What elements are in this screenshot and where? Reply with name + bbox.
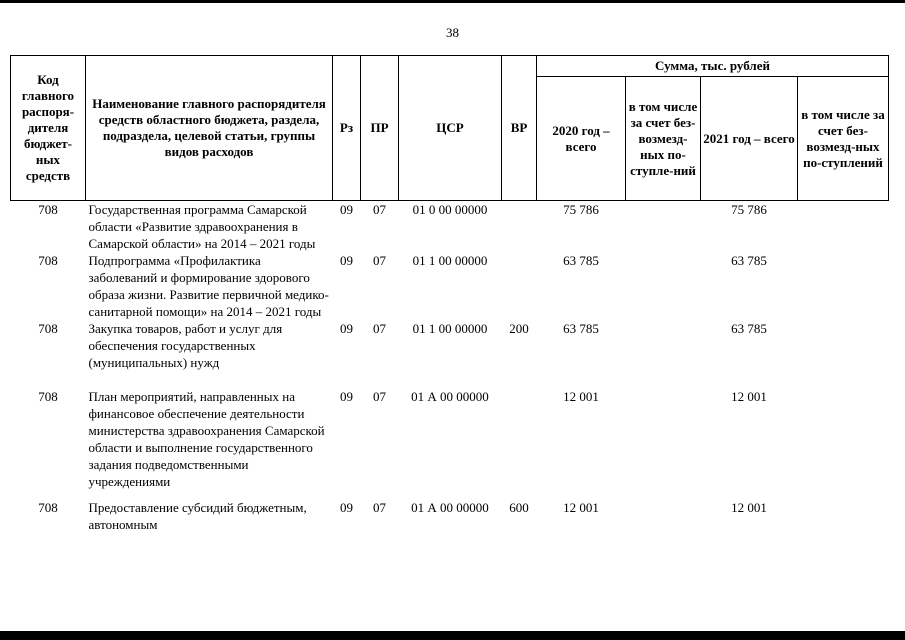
row-2021-total: 63 785 bbox=[731, 253, 767, 268]
row-vr bbox=[502, 388, 537, 490]
row-vr: 600 bbox=[509, 500, 529, 515]
row-2020-free bbox=[626, 252, 701, 320]
row-rz: 09 bbox=[340, 321, 353, 336]
row-code: 708 bbox=[38, 253, 58, 268]
row-name: Закупка товаров, работ и услуг для обеспечения государственных (муниципальных) нужд bbox=[88, 321, 283, 370]
table-row bbox=[11, 252, 889, 320]
row-2021-total: 63 785 bbox=[731, 321, 767, 336]
header-pr: ПР bbox=[361, 56, 399, 201]
page-number: 38 bbox=[446, 25, 459, 40]
row-csr: 01 1 00 00000 bbox=[412, 321, 488, 336]
row-2021-free bbox=[798, 499, 889, 533]
row-name: Подпрограмма «Профилактика заболеваний и формирование здорового образа жизни. Развитие первичной медико-санитарной помощи» на 2014 – 2021 годы bbox=[88, 253, 329, 319]
row-2020-free bbox=[626, 388, 701, 490]
row-code: 708 bbox=[38, 321, 58, 336]
row-2021-total: 75 786 bbox=[731, 202, 767, 217]
row-rz: 09 bbox=[340, 253, 353, 268]
row-code: 708 bbox=[38, 500, 58, 515]
row-2020-total: 12 001 bbox=[563, 389, 599, 404]
header-2020-free: в том числе за счет без-возмезд-ных по-ступле-ний bbox=[626, 77, 701, 201]
row-2021-free bbox=[798, 388, 889, 490]
header-csr: ЦСР bbox=[399, 56, 502, 201]
bottom-border-bar bbox=[0, 631, 905, 640]
table-row bbox=[11, 388, 889, 490]
row-2020-free bbox=[626, 499, 701, 533]
row-code: 708 bbox=[38, 202, 58, 217]
table-row bbox=[11, 320, 889, 371]
row-pr: 07 bbox=[373, 500, 386, 515]
row-2021-total: 12 001 bbox=[731, 500, 767, 515]
table-row bbox=[11, 201, 889, 253]
row-2020-total: 63 785 bbox=[563, 253, 599, 268]
table-row bbox=[11, 499, 889, 533]
header-2021-total: 2021 год – всего bbox=[701, 77, 798, 201]
header-rz: Рз bbox=[333, 56, 361, 201]
header-2021-free: в том числе за счет без-возмезд-ных по-ступлений bbox=[798, 77, 889, 201]
row-pr: 07 bbox=[373, 202, 386, 217]
header-code: Код главного распоря-дителя бюджет-ных средств bbox=[11, 56, 86, 201]
header-name: Наименование главного распорядителя средств областного бюджета, раздела, подраздела, целевой статьи, группы видов расходов bbox=[86, 56, 333, 201]
row-csr: 01 А 00 00000 bbox=[411, 500, 489, 515]
table-header-row bbox=[11, 56, 889, 77]
row-csr: 01 0 00 00000 bbox=[412, 202, 488, 217]
row-2021-free bbox=[798, 320, 889, 371]
row-2020-total: 63 785 bbox=[563, 321, 599, 336]
row-rz: 09 bbox=[340, 389, 353, 404]
row-2021-free bbox=[798, 201, 889, 253]
budget-table bbox=[10, 55, 889, 533]
row-code: 708 bbox=[38, 389, 58, 404]
row-2020-total: 12 001 bbox=[563, 500, 599, 515]
row-pr: 07 bbox=[373, 389, 386, 404]
top-border-bar bbox=[0, 0, 905, 3]
row-2021-total: 12 001 bbox=[731, 389, 767, 404]
row-vr bbox=[502, 201, 537, 253]
header-sum: Сумма, тыс. рублей bbox=[537, 56, 889, 77]
row-pr: 07 bbox=[373, 321, 386, 336]
row-2020-free bbox=[626, 201, 701, 253]
row-name: Предоставление субсидий бюджетным, автономным bbox=[88, 500, 307, 532]
row-rz: 09 bbox=[340, 500, 353, 515]
row-name: План мероприятий, направленных на финансовое обеспечение деятельности министерства здравоохранения Самарской области и выполнение государственного задания подведомственными учреждениями bbox=[88, 389, 325, 489]
header-2020-total: 2020 год – всего bbox=[537, 77, 626, 201]
row-csr: 01 А 00 00000 bbox=[411, 389, 489, 404]
row-vr: 200 bbox=[509, 321, 529, 336]
row-pr: 07 bbox=[373, 253, 386, 268]
row-2020-free bbox=[626, 320, 701, 371]
row-vr bbox=[502, 252, 537, 320]
row-2021-free bbox=[798, 252, 889, 320]
row-name: Государственная программа Самарской области «Развитие здравоохранения в Самарской области» на 2014 – 2021 годы bbox=[88, 202, 316, 251]
row-2020-total: 75 786 bbox=[563, 202, 599, 217]
header-vr: ВР bbox=[502, 56, 537, 201]
row-rz: 09 bbox=[340, 202, 353, 217]
row-csr: 01 1 00 00000 bbox=[412, 253, 488, 268]
